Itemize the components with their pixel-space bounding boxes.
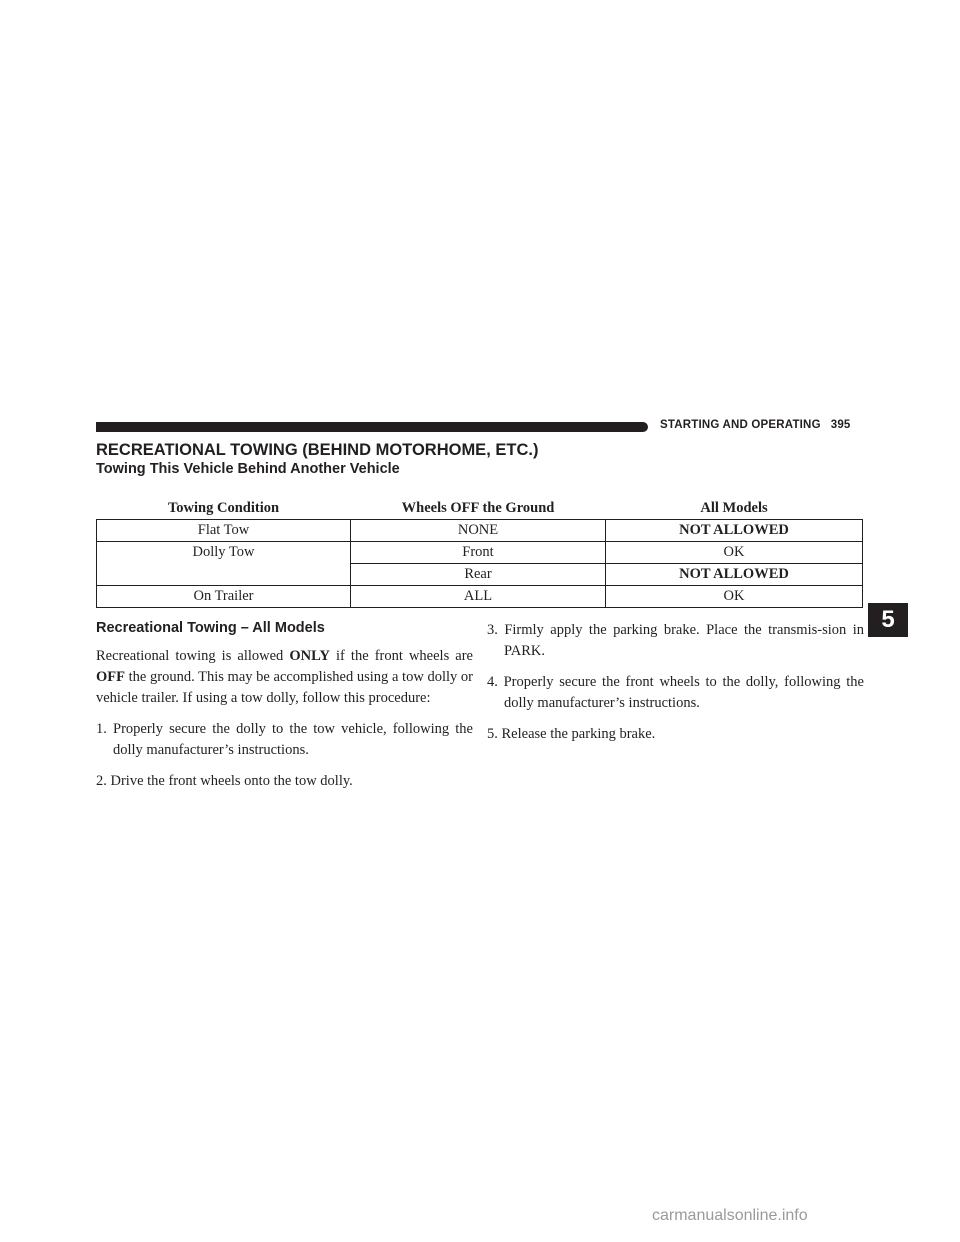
table-cell: NOT ALLOWED	[606, 520, 863, 542]
header-rule	[96, 422, 648, 432]
table-cell: Dolly Tow	[97, 542, 351, 564]
table-cell	[97, 564, 351, 586]
step-item: 5. Release the parking brake.	[487, 726, 656, 742]
intro-text: the ground. This may be accomplished using a tow dolly or vehicle trailer. If using a tow dolly, follow this procedure:	[96, 669, 473, 706]
intro-text: if the front wheels are	[329, 648, 473, 664]
table-cell: ALL	[351, 586, 606, 608]
table-row	[97, 564, 863, 586]
table-cell: Rear	[351, 564, 606, 586]
step-item: 3. Firmly apply the parking brake. Place the transmis-sion in PARK.	[487, 622, 864, 659]
table-header-cell: Wheels OFF the Ground	[351, 498, 606, 520]
table-header-row	[97, 498, 863, 520]
intro-text: Recreational towing is allowed	[96, 648, 290, 664]
table-header-cell: All Models	[606, 498, 863, 520]
watermark-text: carmanualsonline.info	[652, 1207, 808, 1224]
step-item: 2. Drive the front wheels onto the tow dolly.	[96, 773, 353, 789]
sub-heading: Towing This Vehicle Behind Another Vehicle	[96, 461, 400, 477]
table-cell: Flat Tow	[97, 520, 351, 542]
table-header-cell: Towing Condition	[97, 498, 351, 520]
intro-emphasis: ONLY	[289, 648, 330, 664]
intro-emphasis: OFF	[96, 669, 125, 685]
table-cell: NOT ALLOWED	[606, 564, 863, 586]
table-cell: OK	[606, 542, 863, 564]
running-header	[660, 419, 851, 431]
table-row	[97, 520, 863, 542]
table-row	[97, 542, 863, 564]
table-cell: Front	[351, 542, 606, 564]
table-cell: OK	[606, 586, 863, 608]
step-item: 1. Properly secure the dolly to the tow vehicle, following the dolly manufacturer’s instructions.	[96, 721, 473, 758]
table-cell: NONE	[351, 520, 606, 542]
right-column	[487, 620, 864, 755]
intro-paragraph	[96, 646, 473, 709]
section-title: STARTING AND OPERATING	[660, 419, 821, 431]
left-column	[96, 620, 473, 802]
step-item: 4. Properly secure the front wheels to the dolly, following the dolly manufacturer’s instructions.	[487, 674, 864, 711]
chapter-tab: 5	[868, 603, 908, 637]
main-heading: RECREATIONAL TOWING (BEHIND MOTORHOME, ETC.)	[96, 441, 539, 459]
section-heading: Recreational Towing – All Models	[96, 620, 325, 636]
page-number: 395	[830, 419, 851, 431]
table-row	[97, 586, 863, 608]
towing-table	[96, 498, 863, 608]
table-cell: On Trailer	[97, 586, 351, 608]
